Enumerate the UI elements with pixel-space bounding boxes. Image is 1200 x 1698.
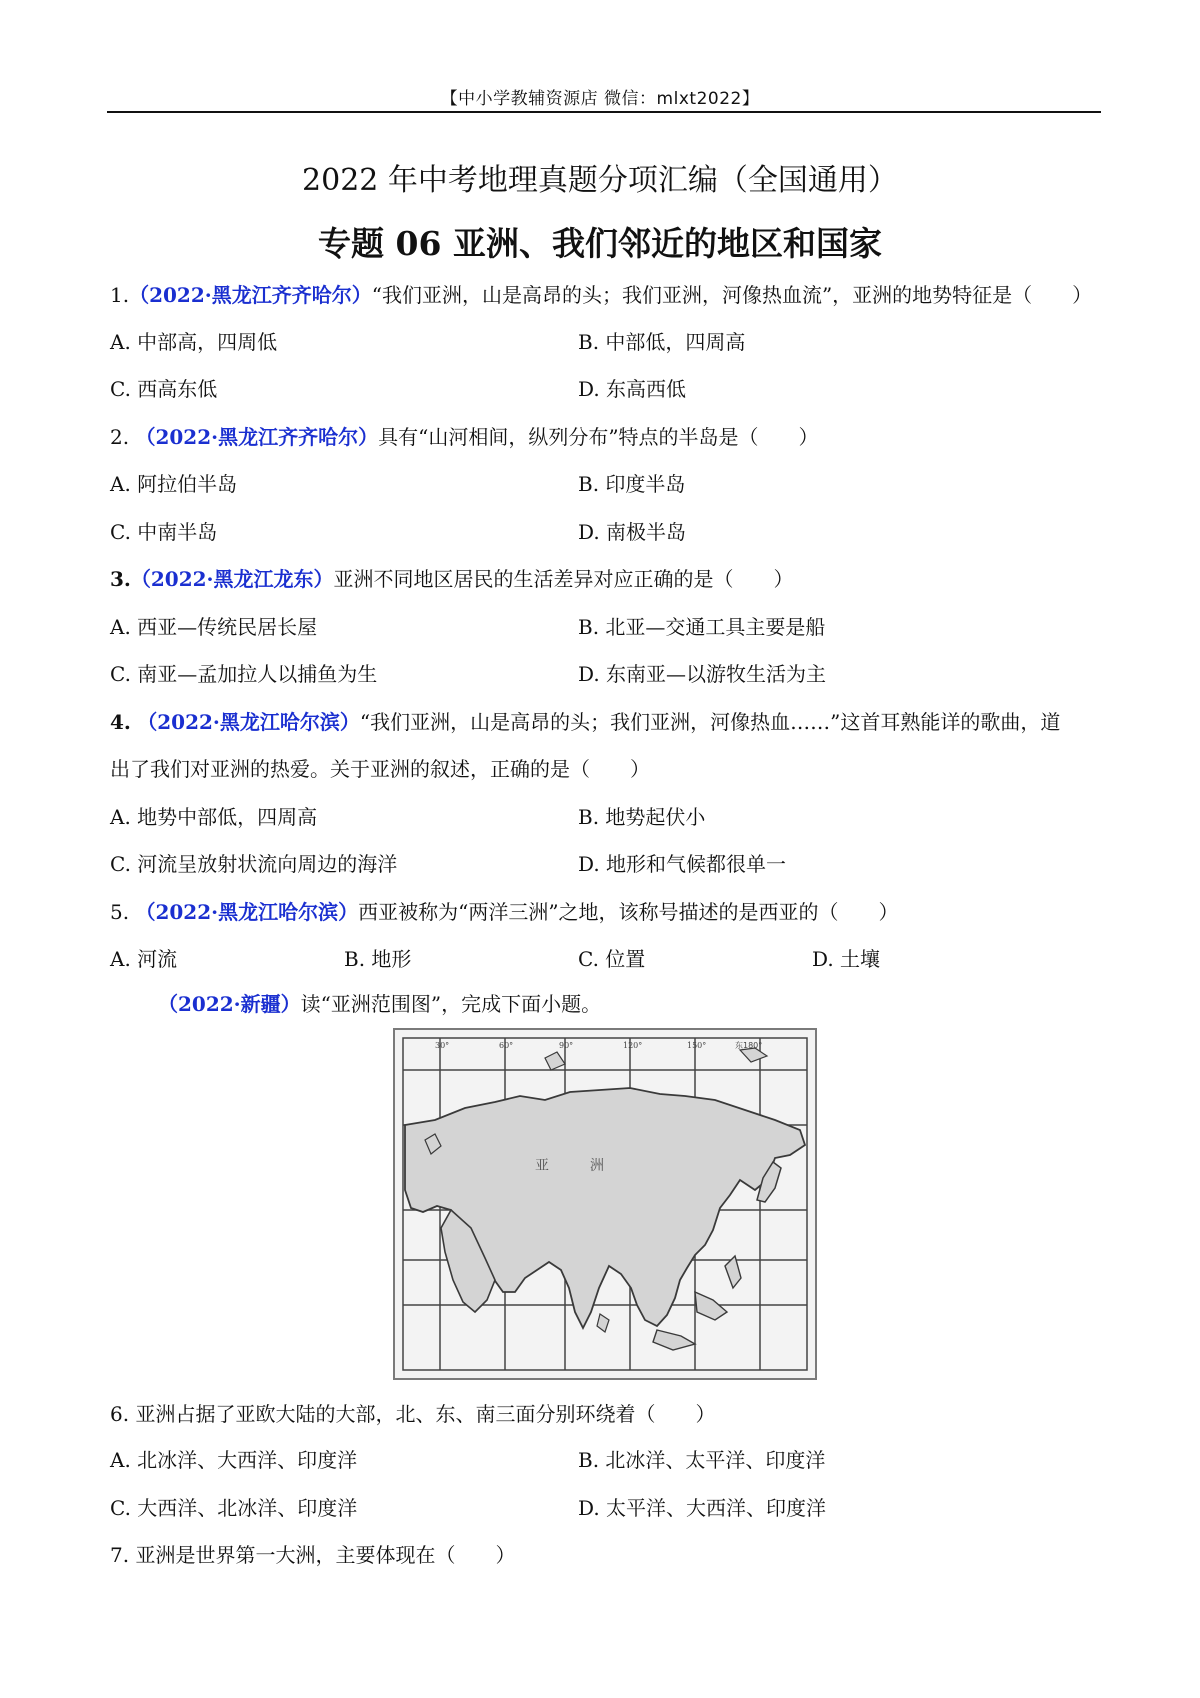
- question-text: 具有“山河相间，纵列分布”特点的半岛是（ ）: [378, 425, 819, 449]
- option-a: A. 河流: [110, 947, 178, 971]
- lon-label: 150°: [687, 1041, 707, 1050]
- question-3: [110, 565, 794, 593]
- option-a: A. 北冰洋、大西洋、印度洋: [110, 1448, 358, 1472]
- option-b: B. 印度半岛: [578, 472, 686, 496]
- lon-label: 东180°: [735, 1041, 763, 1050]
- option-b: B. 地形: [344, 947, 412, 971]
- question-text: “我们亚洲，山是高昂的头；我们亚洲，河像热血……”这首耳熟能详的歌曲，道: [359, 710, 1061, 734]
- question-source: （2022·黑龙江哈尔滨）: [137, 710, 360, 734]
- option-a: A. 阿拉伯半岛: [110, 472, 238, 496]
- option-a: A. 地势中部低，四周高: [110, 805, 318, 829]
- region-label: 洲: [590, 1158, 604, 1174]
- asia-map: [395, 1030, 815, 1378]
- question-1: [110, 281, 1092, 309]
- question-text: 亚洲是世界第一大洲，主要体现在（ ）: [135, 1543, 516, 1567]
- question-4-continued: 出了我们对亚洲的热爱。关于亚洲的叙述，正确的是（ ）: [110, 757, 650, 781]
- question-number: 6.: [110, 1402, 130, 1426]
- option-c: C. 河流呈放射状流向周边的海洋: [110, 852, 398, 876]
- option-b: B. 北亚—交通工具主要是船: [578, 615, 826, 639]
- lon-label: 30°: [435, 1041, 450, 1050]
- lon-label: 60°: [499, 1041, 514, 1050]
- option-b: B. 地势起伏小: [578, 805, 706, 829]
- option-d: D. 南极半岛: [578, 520, 687, 544]
- question-5: [110, 898, 899, 926]
- question-group-intro: [158, 990, 601, 1018]
- question-source: （2022·黑龙江齐齐哈尔）: [129, 283, 372, 307]
- question-6: [110, 1400, 715, 1428]
- question-2: [110, 423, 819, 451]
- page-title: 2022 年中考地理真题分项汇编（全国通用）: [302, 163, 898, 198]
- region-label: 亚: [535, 1158, 549, 1174]
- option-d: D. 太平洋、大西洋、印度洋: [578, 1496, 827, 1520]
- header-note: 【中小学教辅资源店 微信：mlxt2022】: [440, 89, 760, 109]
- question-7: [110, 1541, 515, 1569]
- question-source: （2022·黑龙江齐齐哈尔）: [135, 425, 379, 449]
- option-b: B. 中部低，四周高: [578, 330, 746, 354]
- lon-label: 90°: [559, 1041, 574, 1050]
- header-divider: [107, 111, 1101, 113]
- option-a: A. 中部高，四周低: [110, 330, 278, 354]
- option-d: D. 东南亚—以游牧生活为主: [578, 662, 827, 686]
- question-text: “我们亚洲，山是高昂的头；我们亚洲，河像热血流”，亚洲的地势特征是（ ）: [371, 283, 1093, 307]
- page-subtitle: 专题 06 亚洲、我们邻近的地区和国家: [318, 224, 882, 263]
- group-text: 读“亚洲范围图”，完成下面小题。: [300, 992, 602, 1016]
- question-number: 4.: [110, 710, 131, 734]
- group-source: （2022·新疆）: [158, 992, 301, 1016]
- option-c: C. 位置: [578, 947, 646, 971]
- option-d: D. 地形和气候都很单一: [578, 852, 787, 876]
- question-4: [110, 708, 1060, 736]
- question-source: （2022·黑龙江龙东）: [130, 567, 334, 591]
- lon-label: 120°: [623, 1041, 643, 1050]
- option-d: D. 土壤: [812, 947, 881, 971]
- question-text: 亚洲占据了亚欧大陆的大部，北、东、南三面分别环绕着（ ）: [135, 1402, 716, 1426]
- option-b: B. 北冰洋、太平洋、印度洋: [578, 1448, 826, 1472]
- option-c: C. 西高东低: [110, 377, 218, 401]
- question-text: 西亚被称为“两洋三洲”之地，该称号描述的是西亚的（ ）: [358, 900, 899, 924]
- question-number: 3.: [110, 567, 131, 591]
- question-number: 2.: [110, 425, 130, 449]
- option-a: A. 西亚—传统民居长屋: [110, 615, 318, 639]
- question-source: （2022·黑龙江哈尔滨）: [135, 900, 359, 924]
- asia-map-figure: [393, 1028, 817, 1380]
- option-c: C. 中南半岛: [110, 520, 218, 544]
- option-c: C. 大西洋、北冰洋、印度洋: [110, 1496, 358, 1520]
- option-c: C. 南亚—孟加拉人以捕鱼为生: [110, 662, 378, 686]
- option-d: D. 东高西低: [578, 377, 687, 401]
- question-number: 1.: [110, 283, 130, 307]
- question-number: 5.: [110, 900, 130, 924]
- question-number: 7.: [110, 1543, 130, 1567]
- question-text: 亚洲不同地区居民的生活差异对应正确的是（ ）: [333, 567, 794, 591]
